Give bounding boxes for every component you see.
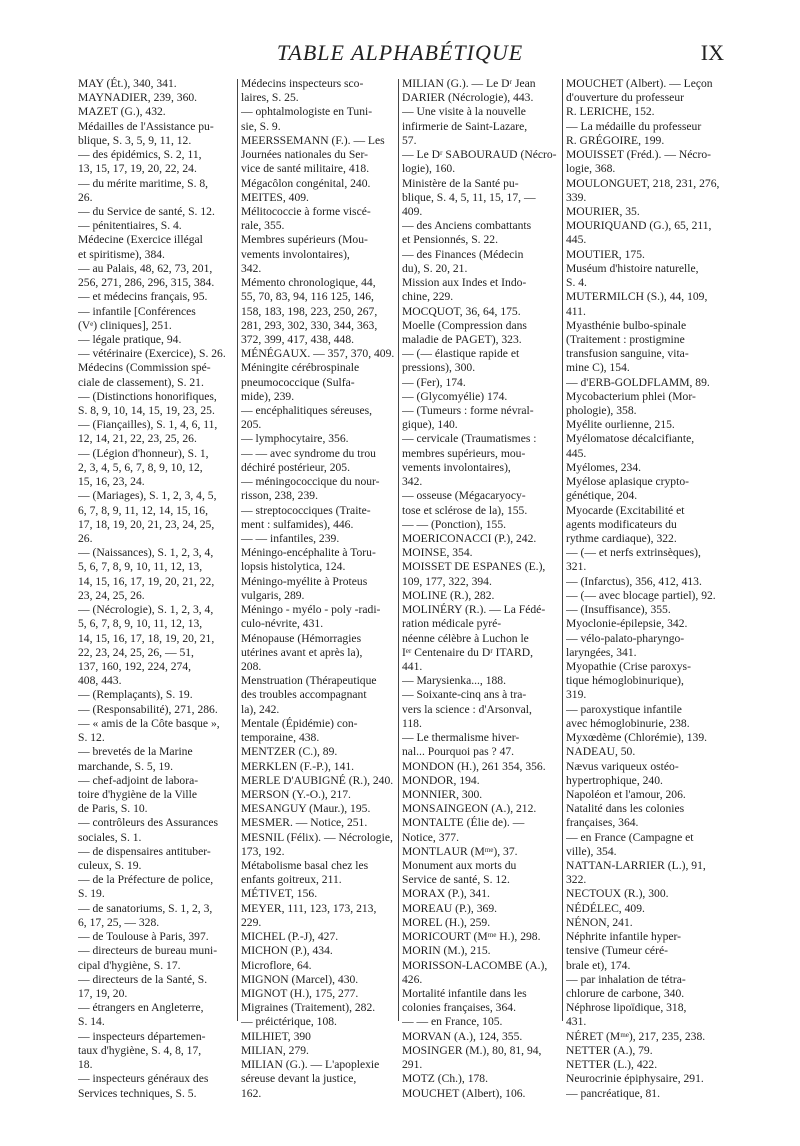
index-line: Médailles de l'Assistance pu- — [78, 119, 214, 133]
index-line: rale, 355. — [241, 219, 285, 233]
index-line: Napoléon et l'amour, 206. — [566, 787, 686, 801]
index-line: tique hémoglobinurique), — [566, 674, 684, 688]
index-line: taux d'hygiène, S. 4, 8, 17, — [78, 1043, 202, 1057]
index-line: déchiré postérieur, 205. — [241, 460, 350, 474]
index-line: 109, 177, 322, 394. — [402, 574, 492, 588]
index-line: Neurocrinie épiphysaire, 291. — [566, 1072, 704, 1086]
index-line: sie, S. 9. — [241, 119, 281, 133]
index-line: mide), 239. — [241, 389, 295, 403]
index-line: vements involontaires), — [402, 460, 511, 474]
index-line: 2, 3, 4, 5, 6, 7, 8, 9, 10, 12, — [78, 460, 203, 474]
index-line: 118. — [402, 716, 422, 730]
index-line: des troubles accompagnant — [241, 688, 367, 702]
index-line: 208. — [241, 659, 262, 673]
index-line: MESNIL (Félix). — Nécrologie, — [241, 830, 393, 844]
index-line: séreuse devant la justice, — [241, 1072, 357, 1086]
index-line: Services techniques, S. 5. — [78, 1086, 197, 1100]
index-line: membres supérieurs, mou- — [402, 446, 526, 460]
index-line: risson, 238, 239. — [241, 489, 318, 503]
index-line: MONSAINGEON (A.), 212. — [402, 802, 537, 816]
index-line: — (Infarctus), 356, 412, 413. — [566, 574, 702, 588]
index-line: 321. — [566, 560, 587, 574]
index-line: — au Palais, 48, 62, 73, 201, — [78, 261, 213, 275]
index-line: Méningo-myélite à Proteus — [241, 574, 368, 588]
index-line: cipal d'hygiène, S. 17. — [78, 958, 181, 972]
index-line: lopsis histolytica, 124. — [241, 560, 346, 574]
index-line: MIGNOT (H.), 175, 277. — [241, 987, 359, 1000]
index-line: — cervicale (Traumatismes : — [402, 432, 537, 446]
index-line: MOREL (H.), 259. — [402, 915, 491, 929]
index-line: MERKLEN (F.-P.), 141. — [241, 759, 355, 773]
index-line: utérines avant et après la), — [241, 645, 363, 659]
index-line: MORISSON-LACOMBE (A.), — [402, 958, 548, 972]
index-line: Mentale (Épidémie) con- — [241, 716, 358, 730]
index-column-1 — [78, 77, 236, 1101]
index-line: Monument aux morts du — [402, 859, 517, 873]
index-line: NATTAN-LARRIER (L.), 91, — [566, 859, 706, 873]
index-line: Mycobacterium phlei (Mor- — [566, 389, 696, 403]
index-line: 426. — [402, 972, 423, 986]
column-divider — [562, 79, 563, 1021]
index-line: 137, 160, 192, 224, 274, — [78, 659, 192, 673]
index-line: Myxœdème (Chlorémie), 139. — [566, 731, 708, 745]
index-line: S. 4. — [566, 276, 587, 290]
index-line: — (Nécrologie), S. 1, 2, 3, 4, — [78, 603, 214, 617]
index-line: DARIER (Nécrologie), 443. — [402, 91, 534, 105]
index-line: pneumococcique (Sulfa- — [241, 375, 355, 389]
index-line: gique), 140. — [402, 418, 458, 432]
index-line: S. 12. — [78, 731, 105, 745]
index-line: Journées nationales du Ser- — [241, 148, 368, 162]
index-line: 15, 16, 23, 24. — [78, 475, 145, 489]
index-line: MOURIER, 35. — [566, 204, 640, 218]
index-line: MICHEL (P.-J), 427. — [241, 930, 339, 944]
index-line: MOTZ (Ch.), 178. — [402, 1072, 488, 1086]
index-line: 26. — [78, 190, 93, 204]
index-line: 13, 15, 17, 19, 20, 22, 24. — [78, 162, 197, 176]
index-line: phologie), 358. — [566, 404, 637, 418]
index-line: MOERICONACCI (P.), 242. — [402, 532, 537, 545]
index-line: et spiritisme), 384. — [78, 247, 165, 261]
index-line: Menstruation (Thérapeutique — [241, 674, 377, 688]
index-line: — vétérinaire (Exercice), S. 26. — [78, 347, 226, 361]
index-line: — — en France, 105. — [402, 1015, 503, 1029]
index-line: — ophtalmologiste en Tuni- — [241, 105, 373, 119]
index-line: — (Distinctions honorifiques, — [78, 389, 217, 403]
index-line: MOSINGER (M.), 80, 81, 94, — [402, 1043, 542, 1057]
index-line: NADEAU, 50. — [566, 745, 636, 759]
index-line: culo-névrite, 431. — [241, 617, 324, 631]
index-line: MOUCHET (Albert), 106. — [402, 1086, 526, 1100]
index-line: 17, 19, 20. — [78, 987, 128, 1000]
index-line: NÉDÉLEC, 409. — [566, 901, 645, 915]
index-line: 342. — [402, 475, 423, 489]
index-line: — streptococciques (Traite- — [241, 503, 371, 517]
index-line: 431. — [566, 1015, 587, 1029]
index-line: Myélose aplasique crypto- — [566, 475, 689, 489]
index-line: colonies françaises, 364. — [402, 1001, 516, 1015]
index-line: 162. — [241, 1086, 262, 1100]
index-line: MOUCHET (Albert). — Leçon — [566, 77, 713, 90]
index-line: — de la Préfecture de police, — [78, 873, 214, 887]
index-line: 319. — [566, 688, 587, 702]
index-line: — (Naissances), S. 1, 2, 3, 4, — [78, 546, 214, 560]
index-line: MILIAN, 279. — [241, 1043, 309, 1057]
index-line: — de sanatoriums, S. 1, 2, 3, — [78, 901, 213, 915]
index-line: blique, S. 3, 5, 9, 11, 12. — [78, 133, 192, 147]
index-line: vements involontaires), — [241, 247, 350, 261]
index-line: Myocarde (Excitabilité et — [566, 503, 685, 517]
index-line: — inspecteurs généraux des — [78, 1072, 209, 1086]
index-line: 26. — [78, 532, 93, 545]
index-line: vers la science : d'Arsonval, — [402, 702, 532, 716]
index-line: Myélomes, 234. — [566, 460, 642, 474]
index-line: ville), 354. — [566, 844, 617, 858]
index-line: Mortalité infantile dans les — [402, 987, 527, 1000]
index-line: culeux, S. 19. — [78, 859, 142, 873]
index-line: pressions), 300. — [402, 361, 476, 375]
index-line: d'ouverture du professeur — [566, 91, 684, 105]
index-line: du), S. 20, 21. — [402, 261, 468, 275]
index-line: Nævus variqueux ostéo- — [566, 759, 679, 773]
index-line: 205. — [241, 418, 262, 432]
index-line: ciale de classement), S. 21. — [78, 375, 204, 389]
index-line: Médecins (Commission spé- — [78, 361, 211, 375]
index-line: brale et), 174. — [566, 958, 631, 972]
index-line: Mémento chronologique, 44, — [241, 276, 376, 290]
index-line: 281, 293, 302, 330, 344, 363, — [241, 318, 378, 332]
index-line: 173, 192. — [241, 844, 285, 858]
index-line: Service de santé, S. 12. — [402, 873, 510, 887]
index-line: 14, 15, 16, 17, 19, 20, 21, 22, — [78, 574, 215, 588]
index-column-2 — [241, 77, 399, 1101]
index-line: Moelle (Compression dans — [402, 318, 527, 332]
index-line: S. 8, 9, 10, 14, 15, 19, 23, 25. — [78, 404, 215, 418]
index-line: de Paris, S. 10. — [78, 802, 148, 816]
index-line: Ménopause (Hémorragies — [241, 631, 362, 645]
index-line: — du Service de santé, S. 12. — [78, 204, 215, 218]
index-line: vulgaris, 289. — [241, 588, 305, 602]
index-line: — brevetés de la Marine — [78, 745, 193, 759]
index-column-4 — [566, 77, 724, 1101]
index-line: — La médaille du professeur — [566, 119, 702, 133]
index-line: MOLINE (R.), 282. — [402, 588, 495, 602]
index-line: — directeurs de la Santé, S. — [78, 972, 208, 986]
index-line: NETTER (A.), 79. — [566, 1043, 653, 1057]
index-line: MEITES, 409. — [241, 190, 309, 204]
index-line: chine, 229. — [402, 290, 454, 304]
index-line: — des Finances (Médecin — [402, 247, 524, 261]
index-line: maladie de PAGET), 323. — [402, 332, 522, 346]
index-line: Microflore, 64. — [241, 958, 312, 972]
index-line: — — avec syndrome du trou — [241, 446, 376, 460]
index-line: MONTALTE (Élie de). — — [402, 816, 525, 830]
index-line: Migraines (Traitement), 282. — [241, 1001, 376, 1015]
index-line: laires, S. 25. — [241, 91, 299, 105]
index-line: rythme cardiaque), 322. — [566, 532, 677, 545]
index-line: R. LERICHE, 152. — [566, 105, 655, 119]
index-line: — (Fiançailles), S. 1, 4, 6, 11, — [78, 418, 218, 432]
index-line: 6, 17, 25, — 328. — [78, 915, 160, 929]
index-line: génétique, 204. — [566, 489, 638, 503]
index-line: MIGNON (Marcel), 430. — [241, 972, 359, 986]
index-line: — et médecins français, 95. — [78, 290, 208, 304]
index-line: — Soixante-cinq ans à tra- — [402, 688, 527, 702]
index-line: Myoclonie-épilepsie, 342. — [566, 617, 688, 631]
index-line: — « amis de la Côte basque », — [78, 716, 220, 730]
index-line: hypertrophique, 240. — [566, 773, 663, 787]
index-line: MOINSE, 354. — [402, 546, 473, 560]
index-line: — Une visite à la nouvelle — [402, 105, 526, 119]
index-line: MESANGUY (Maur.), 195. — [241, 802, 371, 816]
index-line: Méningite cérébrospinale — [241, 361, 360, 375]
index-line: — lymphocytaire, 356. — [241, 432, 349, 446]
index-line: — du mérite maritime, S. 8, — [78, 176, 209, 190]
index-line: — préictérique, 108. — [241, 1015, 337, 1029]
index-line: — infantile [Conférences — [78, 304, 196, 318]
index-line: 291. — [402, 1058, 423, 1072]
index-line: MÉNÉGAUX. — 357, 370, 409. — [241, 347, 395, 361]
index-line: MORAX (P.), 341. — [402, 887, 490, 901]
index-line: MESMER. — Notice, 251. — [241, 816, 368, 830]
index-line: — chef-adjoint de labora- — [78, 773, 199, 787]
index-line: — (Mariages), S. 1, 2, 3, 4, 5, — [78, 489, 217, 503]
index-line: vice de santé militaire, 418. — [241, 162, 370, 176]
index-line: enfants goitreux, 211. — [241, 873, 342, 887]
index-line: 411. — [566, 304, 586, 318]
index-line: 372, 399, 417, 438, 448. — [241, 332, 355, 346]
index-line: MOUTIER, 175. — [566, 247, 645, 261]
index-line: — — (Ponction), 155. — [402, 517, 507, 531]
index-line: temporaine, 438. — [241, 731, 320, 745]
index-line: MORIN (M.), 215. — [402, 944, 491, 958]
index-line: Métabolisme basal chez les — [241, 859, 369, 873]
index-line: — légale pratique, 94. — [78, 332, 182, 346]
index-line: MOISSET DE ESPANES (E.), — [402, 560, 546, 574]
index-line: 445. — [566, 233, 587, 247]
index-line: logie), 160. — [402, 162, 456, 176]
index-line: tensive (Tumeur céré- — [566, 944, 668, 958]
index-line: MOULONGUET, 218, 231, 276, — [566, 176, 720, 190]
index-line: MILIAN (G.). — Le Dʳ Jean — [402, 77, 536, 90]
index-line: — d'ERB-GOLDFLAMM, 89. — [566, 375, 710, 389]
index-line: MILIAN (G.). — L'apoplexie — [241, 1058, 380, 1072]
index-line: Notice, 377. — [402, 830, 459, 844]
index-line: 6, 7, 8, 9, 11, 12, 14, 15, 16, — [78, 503, 208, 517]
index-line: S. 14. — [78, 1015, 105, 1029]
index-line: — méningococcique du nour- — [241, 475, 380, 489]
index-line: Myélomatose décalcifiante, — [566, 432, 695, 446]
index-line: marchande, S. 5, 19. — [78, 759, 173, 773]
index-line: 17, 18, 19, 20, 21, 23, 24, 25, — [78, 517, 215, 531]
index-line: — vélo-palato-pharyngo- — [566, 631, 685, 645]
index-line: laryngées, 341. — [566, 645, 637, 659]
index-line: — en France (Campagne et — [566, 830, 694, 844]
index-line: ration médicale pyré- — [402, 617, 502, 631]
index-line: — (— avec blocage partiel), 92. — [566, 588, 716, 602]
index-line: NETTER (L.), 422. — [566, 1058, 658, 1072]
index-line: 14, 15, 16, 17, 18, 19, 20, 21, — [78, 631, 215, 645]
page-number: IX — [700, 40, 724, 65]
index-line: MOCQUOT, 36, 64, 175. — [402, 304, 521, 318]
index-line: MÉTIVET, 156. — [241, 887, 318, 901]
index-line: 445. — [566, 446, 587, 460]
index-line: Médecine (Exercice illégal — [78, 233, 203, 247]
index-line: — (Responsabilité), 271, 286. — [78, 702, 218, 716]
index-line: R. GRÉGOIRE, 199. — [566, 133, 665, 147]
index-line: Iᵉʳ Centenaire du Dʳ ITARD, — [402, 645, 534, 659]
index-line: — par inhalation de tétra- — [566, 972, 686, 986]
index-line: MUTERMILCH (S.), 44, 109, — [566, 290, 708, 304]
index-line: — Marysienka..., 188. — [402, 674, 507, 688]
index-line: Ministère de la Santé pu- — [402, 176, 519, 190]
index-line: — (Légion d'honneur), S. 1, — [78, 446, 209, 460]
index-line: 18. — [78, 1058, 93, 1072]
index-line: 158, 183, 198, 223, 250, 267, — [241, 304, 378, 318]
index-line: Mégacôlon congénital, 240. — [241, 176, 371, 190]
index-line: blique, S. 4, 5, 11, 15, 17, — — [402, 190, 536, 204]
index-line: et Pensionnés, S. 22. — [402, 233, 498, 247]
index-line: Membres supérieurs (Mou- — [241, 233, 368, 247]
index-line: 409. — [402, 204, 423, 218]
index-line: — (Fer), 174. — [402, 375, 466, 389]
index-line: — paroxystique infantile — [566, 702, 682, 716]
index-line: 229. — [241, 915, 262, 929]
index-line: MAYNADIER, 239, 360. — [78, 91, 198, 105]
index-line: ment : sulfamides), 446. — [241, 517, 354, 531]
index-line: — encéphalitiques séreuses, — [241, 404, 373, 418]
index-line: — de Toulouse à Paris, 397. — [78, 930, 209, 944]
index-line: MONDON (H.), 261 354, 356. — [402, 759, 546, 773]
index-line: Myopathie (Crise paroxys- — [566, 659, 691, 673]
index-column-3 — [402, 77, 560, 1101]
index-line: — des Anciens combattants — [402, 219, 532, 233]
index-line: la), 242. — [241, 702, 280, 716]
index-line: Myélite ourlienne, 215. — [566, 418, 675, 432]
index-line: — (Remplaçants), S. 19. — [78, 688, 193, 702]
index-line: MORVAN (A.), 124, 355. — [402, 1029, 523, 1043]
index-line: MEERSSEMANN (F.). — Les — [241, 133, 385, 147]
index-line: S. 19. — [78, 887, 105, 901]
index-line: — (Glycomyélie) 174. — [402, 389, 508, 403]
index-line: MAY (Ét.), 340, 341. — [78, 77, 177, 90]
column-divider — [237, 79, 238, 1021]
index-line: Néphrite infantile hyper- — [566, 930, 682, 944]
index-line: MILHIET, 390 — [241, 1029, 311, 1043]
index-line: Muséum d'histoire naturelle, — [566, 261, 699, 275]
index-line: chlorure de carbone, 340. — [566, 987, 685, 1000]
index-line: 57. — [402, 133, 417, 147]
index-line: MOUISSET (Fréd.). — Nécro- — [566, 148, 712, 162]
index-line: — pancréatique, 81. — [566, 1086, 661, 1100]
index-line: — inspecteurs départemen- — [78, 1029, 206, 1043]
index-line: MONTLAUR (Mᵐᵉ), 37. — [402, 844, 518, 858]
index-line: — — infantiles, 239. — [241, 532, 340, 545]
index-line: MEYER, 111, 123, 173, 213, — [241, 901, 377, 915]
index-line: MERSON (Y.-O.), 217. — [241, 787, 351, 801]
index-line: — Le thermalisme hiver- — [402, 731, 520, 745]
index-line: 23, 24, 25, 26. — [78, 588, 145, 602]
index-line: MICHON (P.), 434. — [241, 944, 333, 958]
index-line: Médecins inspecteurs sco- — [241, 77, 364, 90]
index-line: Méningo-encéphalite à Toru- — [241, 546, 376, 560]
index-line: 12, 14, 21, 22, 23, 25, 26. — [78, 432, 197, 446]
index-line: Mission aux Indes et Indo- — [402, 276, 527, 290]
index-line: MOREAU (P.), 369. — [402, 901, 498, 915]
index-line: NÉNON, 241. — [566, 915, 633, 929]
index-line: Néphrose lipoïdique, 318, — [566, 1001, 687, 1015]
index-line: — (Tumeurs : forme névral- — [402, 404, 534, 418]
index-line: 55, 70, 83, 94, 116 125, 146, — [241, 290, 374, 304]
index-line: toire d'hygiène de la Ville — [78, 787, 198, 801]
index-line: 408, 443. — [78, 674, 122, 688]
index-line: — (Insuffisance), 355. — [566, 603, 671, 617]
index-line: mine C), 154. — [566, 361, 630, 375]
index-line: — contrôleurs des Assurances — [78, 816, 219, 830]
index-line: 339. — [566, 190, 587, 204]
index-line: 22, 23, 24, 25, 26, — 51, — [78, 645, 194, 659]
index-line: Mélitococcie à forme viscé- — [241, 204, 371, 218]
index-line: MENTZER (C.), 89. — [241, 745, 338, 759]
index-line: NÉRET (Mᵐᵉ), 217, 235, 238. — [566, 1029, 706, 1043]
index-line: Myasthénie bulbo-spinale — [566, 318, 687, 332]
index-line: MOLINÉRY (R.). — La Fédé- — [402, 603, 546, 617]
index-line: MONDOR, 194. — [402, 773, 480, 787]
index-line: MAZET (G.), 432. — [78, 105, 166, 119]
index-line: (Traitement : prostigmine — [566, 332, 685, 346]
page-title: TABLE ALPHABÉTIQUE — [276, 40, 524, 65]
index-line: avec hémoglobinurie, 238. — [566, 716, 690, 730]
index-line: MORICOURT (Mᵐᵉ H.), 298. — [402, 930, 541, 944]
index-line: 5, 6, 7, 8, 9, 10, 11, 12, 13, — [78, 560, 203, 574]
index-line: Méningo - myélo - poly -radi- — [241, 603, 381, 617]
index-line: 256, 271, 286, 296, 315, 384. — [78, 276, 215, 290]
index-line: — Le Dʳ SABOURAUD (Nécro- — [402, 148, 557, 162]
index-line: MOURIQUAND (G.), 65, 211, — [566, 219, 712, 233]
index-line: Natalité dans les colonies — [566, 802, 685, 816]
index-line: logie, 368. — [566, 162, 616, 176]
index-line: MONNIER, 300. — [402, 787, 483, 801]
index-line: 322. — [566, 873, 587, 887]
index-line: 441. — [402, 659, 423, 673]
index-line: — (— élastique rapide et — [402, 347, 520, 361]
index-line: — directeurs de bureau muni- — [78, 944, 218, 958]
index-line: néenne célèbre à Luchon le — [402, 631, 529, 645]
index-line: transfusion sanguine, vita- — [566, 347, 689, 361]
index-line: infirmerie de Saint-Lazare, — [402, 119, 528, 133]
index-line: (Vᵉ) cliniques], 251. — [78, 318, 172, 332]
index-line: — des épidémics, S. 2, 11, — [78, 148, 202, 162]
index-line: — de dispensaires antituber- — [78, 844, 211, 858]
index-line: — osseuse (Mégacaryocy- — [402, 489, 526, 503]
index-line: — étrangers en Angleterre, — [78, 1001, 204, 1015]
index-line: 342. — [241, 261, 262, 275]
index-line: — pénitentiaires, S. 4. — [78, 219, 182, 233]
index-line: — (— et nerfs extrinsèques), — [566, 546, 701, 560]
index-line: tose et sclérose de la), 155. — [402, 503, 528, 517]
index-line: françaises, 364. — [566, 816, 639, 830]
index-line: NECTOUX (R.), 300. — [566, 887, 669, 901]
index-line: 5, 6, 7, 8, 9, 10, 11, 12, 13, — [78, 617, 203, 631]
index-line: sociales, S. 1. — [78, 830, 142, 844]
index-line: nal... Pourquoi pas ? 47. — [402, 745, 515, 759]
index-line: agents modificateurs du — [566, 517, 677, 531]
index-line: MERLE D'AUBIGNÉ (R.), 240. — [241, 773, 394, 787]
